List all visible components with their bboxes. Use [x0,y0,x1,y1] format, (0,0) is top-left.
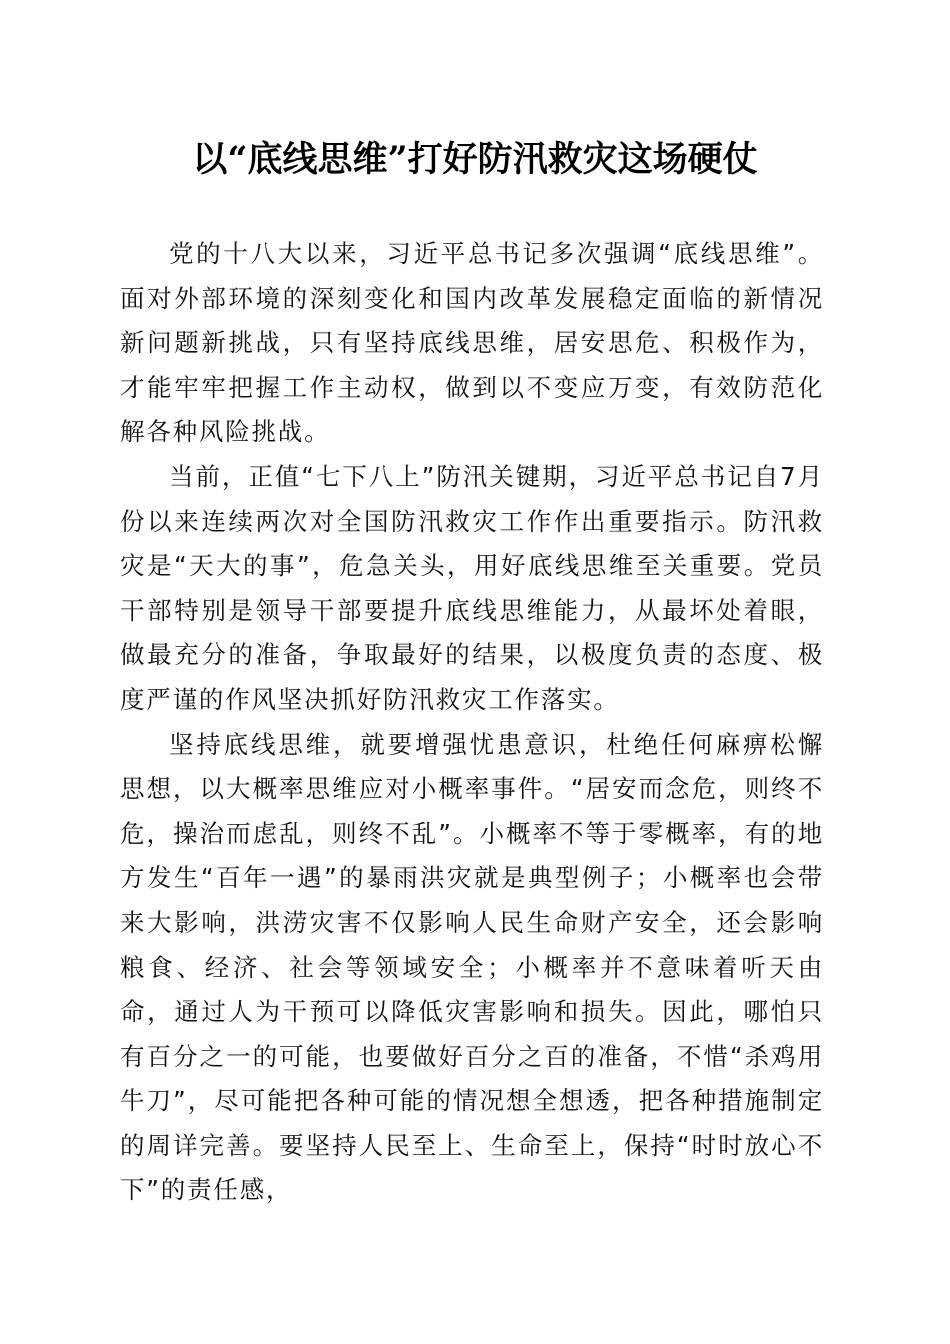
paragraph-2: 当前，正值“七下八上”防汛关键期，习近平总书记自7月份以来连续两次对全国防汛救灾工作作出重要指示。防汛救灾是“天大的事”，危急关头，用好底线思维至关重要。党员干部特别是领导干部要提升底线思维能力，从最坏处着眼，做最充分的准备，争取最好的结果，以极度负责的态度、极度严谨的作风坚决抓好防汛救灾工作落实。 [120,461,824,714]
article-body [120,232,824,1213]
page-title: 以“底线思维”打好防汛救灾这场硬仗 [192,139,758,180]
paragraph-3: 坚持底线思维，就要增强忧患意识，杜绝任何麻痹松懈思想，以大概率思维应对小概率事件。“居安而念危，则终不危，操治而虑乱，则终不乱”。小概率不等于零概率，有的地方发生“百年一遇”的暴雨洪灾就是典型例子；小概率也会带来大影响，洪涝灾害不仅影响人民生命财产安全，还会影响粮食、经济、社会等领域安全；小概率并不意味着听天由命，通过人为干预可以降低灾害影响和损失。因此，哪怕只有百分之一的可能，也要做好百分之百的准备，不惜“杀鸡用牛刀”，尽可能把各种可能的情况想全想透，把各种措施制定的周详完善。要坚持人民至上、生命至上，保持“时时放心不下”的责任感， [120,729,824,1205]
paragraph-1: 党的十八大以来，习近平总书记多次强调“底线思维”。面对外部环境的深刻变化和国内改革发展稳定面临的新情况新问题新挑战，只有坚持底线思维，居安思危、积极作为，才能牢牢把握工作主动权，做到以不变应万变，有效防范化解各种风险挑战。 [120,239,824,447]
